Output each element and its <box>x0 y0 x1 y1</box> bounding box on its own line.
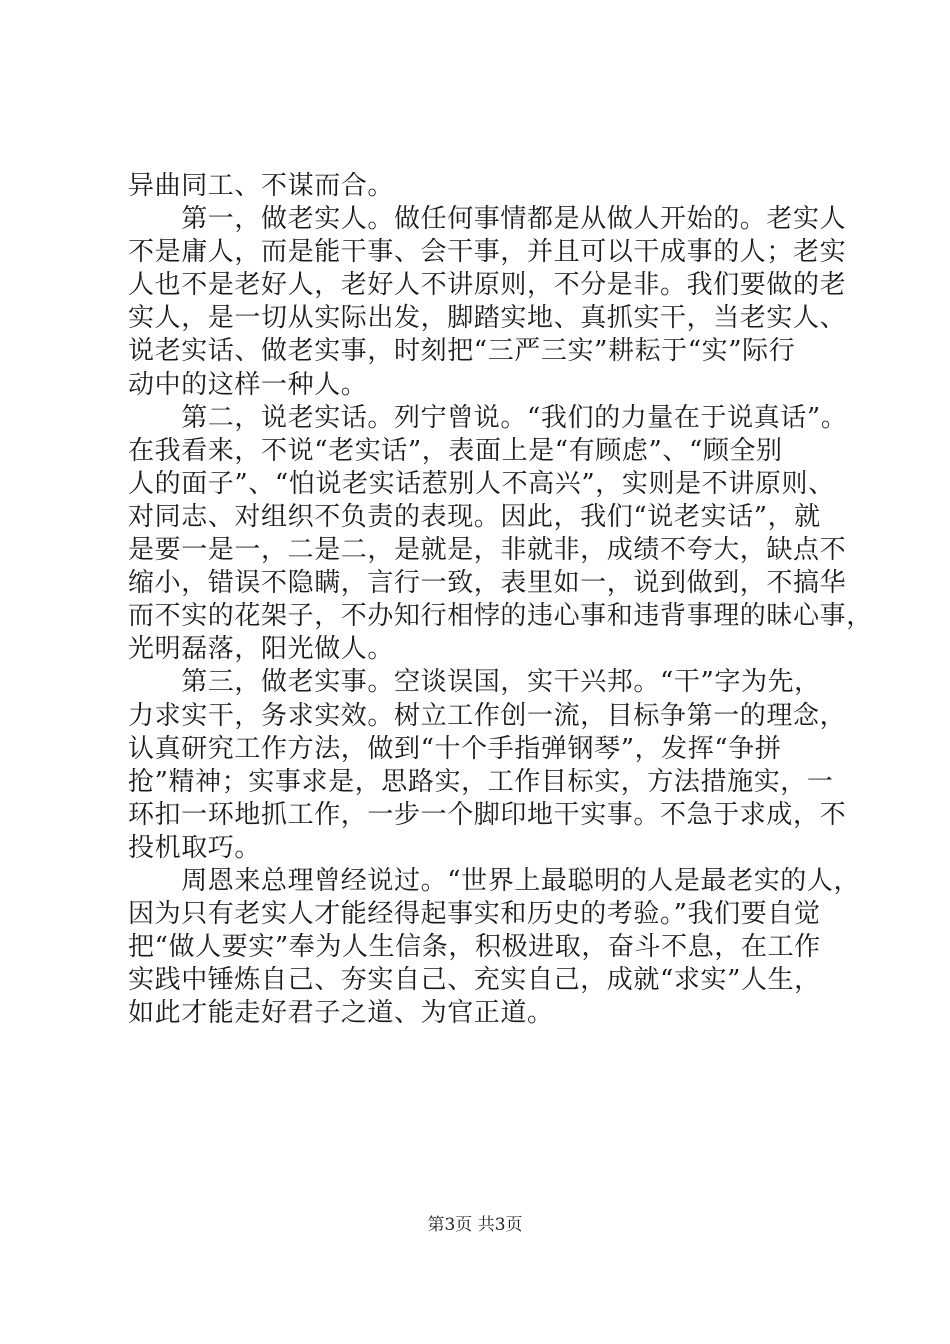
text-line: 实人，是一切从实际出发，脚踏实地、真抓实干，当老实人、 <box>128 303 847 334</box>
text-line: 因为只有老实人才能经得起事实和历史的考验。”我们要自觉 <box>128 899 821 930</box>
text-line: 动中的这样一种人。 <box>128 369 368 400</box>
text-line: 人也不是老好人，老好人不讲原则，不分是非。我们要做的老 <box>128 270 847 301</box>
text-line: 在我看来，不说“老实话”，表面上是“有顾虑”、“顾全别 <box>128 435 783 466</box>
text-line: 认真研究工作方法，做到“十个手指弹钢琴”，发挥“争拼 <box>128 733 782 764</box>
text-line: 第一，做老实人。做任何事情都是从做人开始的。老实人 <box>128 204 847 235</box>
text-line: 环扣一环地抓工作，一步一个脚印地干实事。不急于求成，不 <box>128 799 847 830</box>
text-line: 把“做人要实”奉为人生信条，积极进取，奋斗不息，在工作 <box>128 932 821 963</box>
text-line: 光明磊落，阳光做人。 <box>128 634 395 665</box>
text-line: 力求实干，务求实效。树立工作创一流，目标争第一的理念， <box>128 700 847 731</box>
text-line: 周恩来总理曾经说过。“世界上最聪明的人是最老实的人， <box>128 865 861 896</box>
document-body <box>128 170 873 1030</box>
text-line: 实践中锤炼自己、夯实自己、充实自己，成就“求实”人生， <box>128 965 821 996</box>
text-line: 第三，做老实事。空谈误国，实干兴邦。“干”字为先， <box>128 667 821 698</box>
text-line: 对同志、对组织不负责的表现。因此，我们“说老实话”，就 <box>128 501 821 532</box>
text-line: 异曲同工、不谋而合。 <box>128 171 395 201</box>
text-line: 投机取巧。 <box>128 832 262 863</box>
text-line: 不是庸人，而是能干事、会干事，并且可以干成事的人；老实 <box>128 237 847 268</box>
page-number-footer: 第3页 共3页 <box>427 1215 523 1235</box>
text-line: 如此才能走好君子之道、为官正道。 <box>128 998 554 1029</box>
text-line: 而不实的花架子，不办知行相悖的违心事和违背事理的昧心事， <box>128 601 873 632</box>
text-line: 缩小，错误不隐瞒，言行一致，表里如一，说到做到，不搞华 <box>128 568 847 599</box>
text-line: 是要一是一，二是二，是就是，非就非，成绩不夸大，缺点不 <box>128 535 847 566</box>
text-line: 说老实话、做老实事，时刻把“三严三实”耕耘于“实”际行 <box>128 336 796 367</box>
text-line: 人的面子”、“怕说老实话惹别人不高兴”，实则是不讲原则、 <box>128 468 835 499</box>
text-line: 第二，说老实话。列宁曾说。“我们的力量在于说真话”。 <box>128 402 848 433</box>
text-line: 抢”精神；实事求是，思路实，工作目标实，方法措施实，一 <box>128 766 834 797</box>
